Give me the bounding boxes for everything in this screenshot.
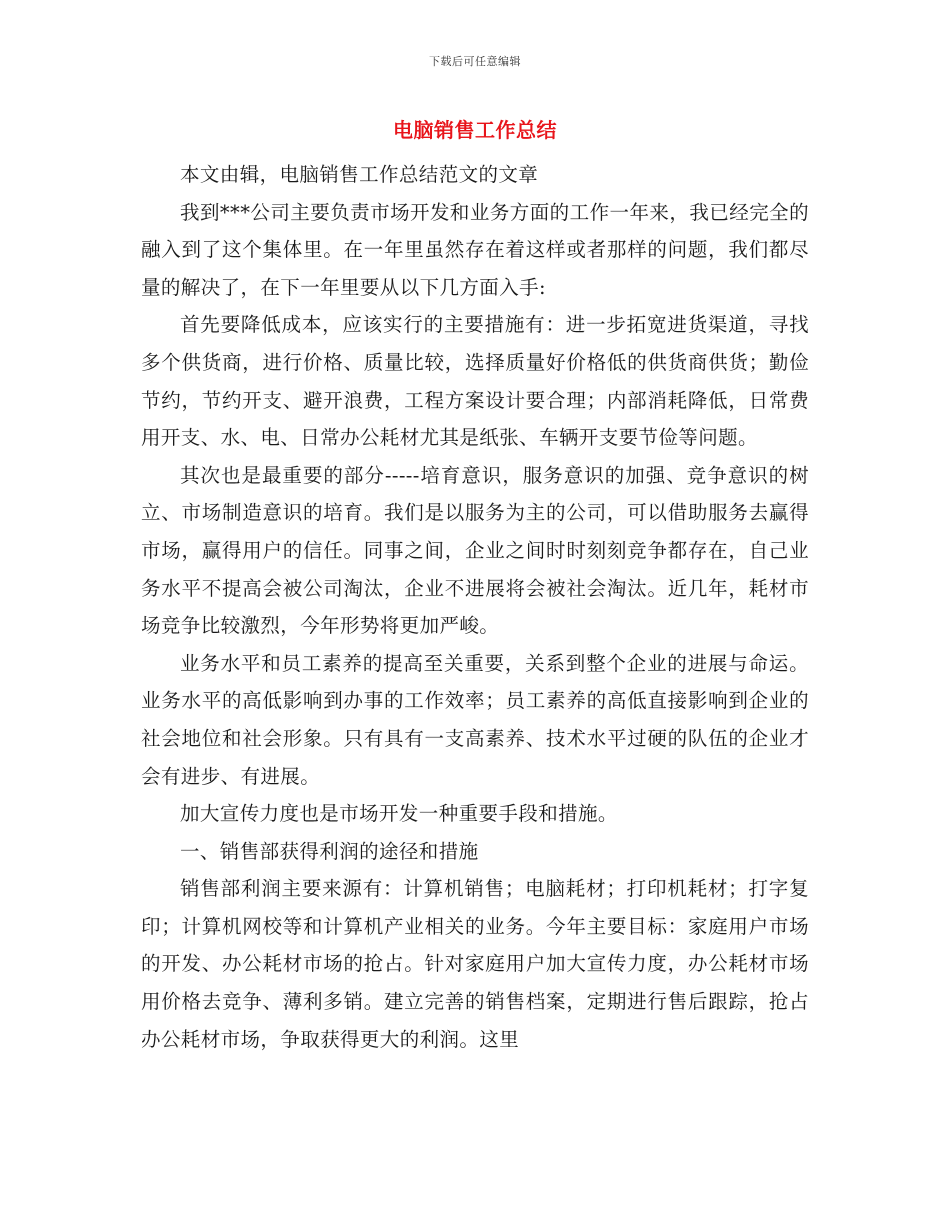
paragraph-awareness: 其次也是最重要的部分-----培育意识，服务意识的加强、竞争意识的树立、市场制造意识的培育。我们是以服务为主的公司，可以借助服务去赢得市场，赢得用户的信任。同事之间，企业之间时时刻刻竞争都存在，自己业务水平不提高会被公司淘汰，企业不进展将会被社会淘汰。近几年，耗材市场竞争比较激烈，今年形势将更加严峻。 [141, 463, 809, 638]
paragraph-staff-quality: 业务水平和员工素养的提高至关重要，关系到整个企业的进展与命运。业务水平的高低影响到办事的工作效率；员工素养的高低直接影响到企业的社会地位和社会形象。只有具有一支高素养、技术水平过硬的队伍的企业才会有进步、有进展。 [141, 651, 809, 788]
section-heading-profit: 一、销售部获得利润的途径和措施 [180, 839, 479, 863]
paragraph-overview: 我到***公司主要负责市场开发和业务方面的工作一年来，我已经完全的融入到了这个集体里。在一年里虽然存在着这样或者那样的问题，我们都尽量的解决了，在下一年里要从以下几方面入手: [141, 200, 809, 299]
paragraph-profit-sources: 销售部利润主要来源有：计算机销售；电脑耗材；打印机耗材；打字复印；计算机网校等和计算机产业相关的业务。今年主要目标：家庭用户市场的开发、办公耗材市场的抢占。针对家庭用户加大宣传力度，办公耗材市场用价格去竞争、薄利多销。建立完善的销售档案，定期进行售后跟踪，抢占办公耗材市场，争取获得更大的利润。这里 [141, 877, 809, 1051]
document-body [141, 156, 809, 1058]
paragraph-intro: 本文由辑，电脑销售工作总结范文的文章 [180, 163, 539, 186]
document-title: 电脑销售工作总结 [393, 118, 557, 142]
page-header-note: 下载后可任意编辑 [429, 55, 521, 68]
paragraph-cost-reduction: 首先要降低成本，应该实行的主要措施有：进一步拓宽进货渠道，寻找多个供货商，进行价格、质量比较，选择质量好价格低的供货商供货；勤俭节约，节约开支、避开浪费，工程方案设计要合理；内部消耗降低，日常费用开支、水、电、日常办公耗材尤其是纸张、车辆开支要节俭等问题。 [141, 313, 809, 450]
paragraph-publicity: 加大宣传力度也是市场开发一种重要手段和措施。 [180, 802, 618, 826]
